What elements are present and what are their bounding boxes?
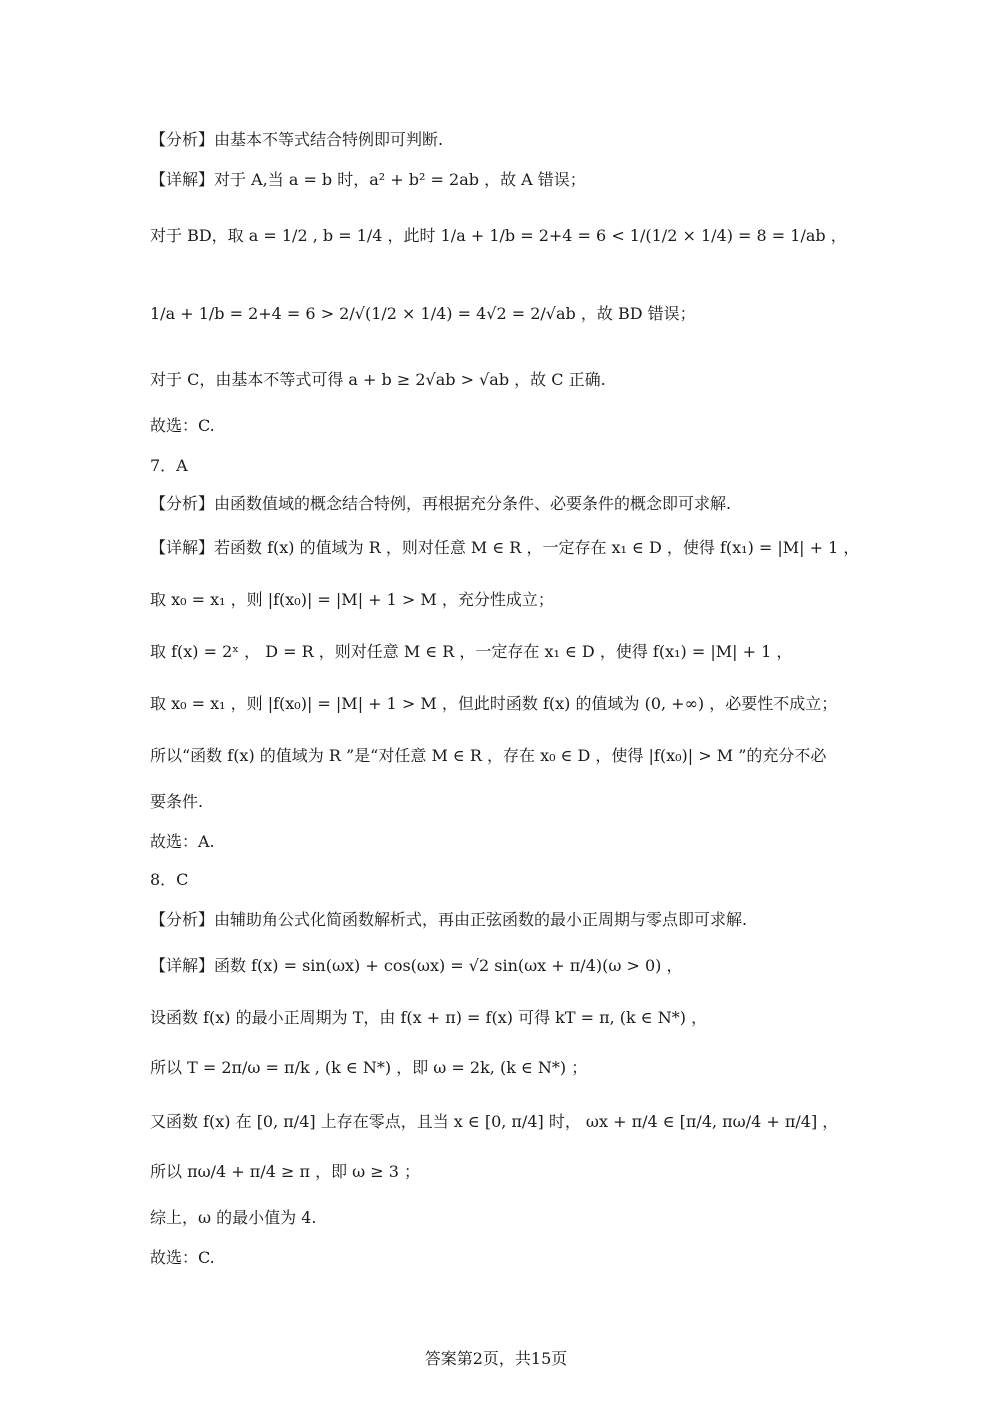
line-9: 取 x₀ = x₁ ，则 |f(x₀)| = |M| + 1 > M ，充分性成立； (150, 590, 554, 609)
line-20: 又函数 f(x) 在 [0, π/4] 上存在零点，且当 x ∈ [0, π/4] 时， ωx + π/4 ∈ [π/4, πω/4 + π/4] ， (150, 1112, 839, 1131)
line-16: 【分析】由辅助角公式化简函数解析式，再由正弦函数的最小正周期与零点即可求解. (150, 910, 748, 929)
line-17: 【详解】函数 f(x) = sin(ωx) + cos(ωx) = √2 sin(ωx + π/4)(ω > 0) ， (150, 956, 683, 975)
line-13: 要条件. (150, 792, 204, 811)
line-23: 故选：C. (150, 1248, 215, 1267)
line-3: 1/a + 1/b = 2+4 = 6 > 2/√(1/2 × 1/4) = 4√2 = 2/√ab ，故 BD 错误； (150, 304, 696, 323)
line-2: 对于 BD，取 a = 1/2 , b = 1/4 ，此时 1/a + 1/b = 2+4 = 6 < 1/(1/2 × 1/4) = 8 = 1/ab ， (150, 226, 847, 245)
line-19: 所以 T = 2π/ω = π/k , (k ∈ N*) ，即 ω = 2k, (k ∈ N*) ； (150, 1058, 588, 1077)
page-footer: 答案第2页，共15页 (424, 1349, 568, 1368)
line-4: 对于 C，由基本不等式可得 a + b ≥ 2√ab > √ab ，故 C 正确. (150, 370, 606, 389)
line-14: 故选：A. (150, 832, 215, 851)
line-0: 【分析】由基本不等式结合特例即可判断. (150, 130, 444, 149)
line-11: 取 x₀ = x₁ ，则 |f(x₀)| = |M| + 1 > M ，但此时函数 f(x) 的值域为 (0, +∞) ，必要性不成立； (150, 694, 838, 713)
line-5: 故选：C. (150, 416, 215, 435)
line-8: 【详解】若函数 f(x) 的值域为 R ，则对任意 M ∈ R ，一定存在 x₁ ∈ D ，使得 f(x₁) = |M| + 1 ， (150, 538, 860, 557)
line-7: 【分析】由函数值域的概念结合特例，再根据充分条件、必要条件的概念即可求解. (150, 494, 732, 513)
line-21: 所以 πω/4 + π/4 ≥ π ，即 ω ≥ 3 ； (150, 1162, 421, 1181)
line-6: 7．A (150, 456, 188, 475)
line-12: 所以“函数 f(x) 的值域为 R ”是“对任意 M ∈ R ，存在 x₀ ∈ D ，使得 |f(x₀)| > M ”的充分不必 (150, 746, 827, 765)
line-22: 综上，ω 的最小值为 4. (150, 1208, 317, 1227)
line-1: 【详解】对于 A,当 a = b 时，a² + b² = 2ab ，故 A 错误； (150, 170, 586, 189)
line-10: 取 f(x) = 2ˣ ， D = R ，则对任意 M ∈ R ，一定存在 x₁ ∈ D ，使得 f(x₁) = |M| + 1 ， (150, 642, 793, 661)
line-15: 8．C (150, 870, 189, 889)
line-18: 设函数 f(x) 的最小正周期为 T，由 f(x + π) = f(x) 可得 kT = π, (k ∈ N*) ， (150, 1008, 708, 1027)
